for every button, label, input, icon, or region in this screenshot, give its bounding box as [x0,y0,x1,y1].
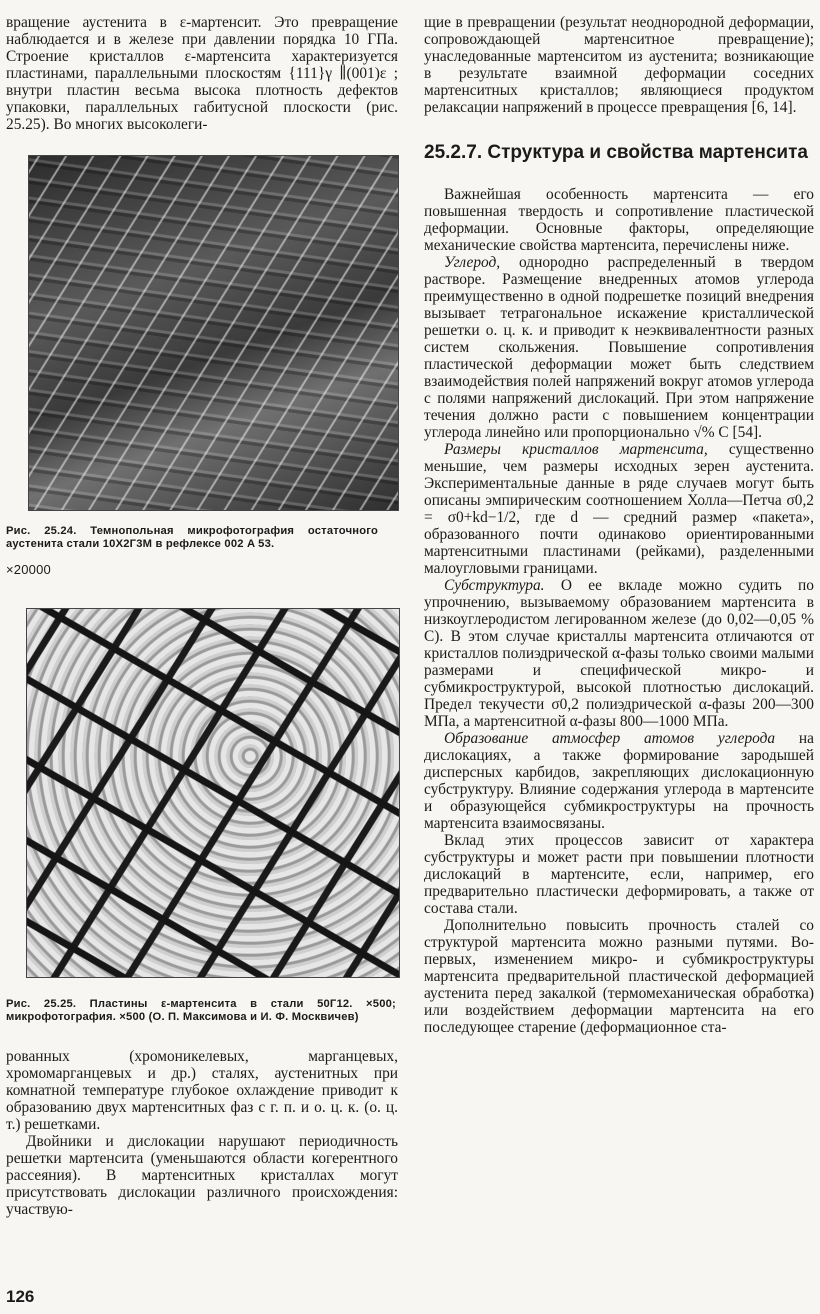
crystal-size-term: Размеры кристаллов мартенсита, [444,441,708,458]
atmospheres-term: Образование атмосфер атомов углерода [444,730,776,747]
figure-25-25-caption: Рис. 25.25. Пластины ε-мартенсита в стали 50Г12. ×500; микрофотография. ×500 (О. П. Максимова и И. Ф. Москвичев) [6,998,396,1023]
substructure-text: О ее вкладе можно судить по упрочнению, вызываемому образованием мартенсита в низкоуглеродистом легированном железе (до 0,02—0,05 % С). В этом случае кристаллы мартенсита отличаются от кристаллов полиэдрической α-фазы только своими малыми размерами и специфической микро- и субмикроструктурой, высокой плотностью дислокаций. Предел текучести σ0,2 полиэдрической α-фазы 200—300 МПа, а мартенситной α-фазы 800—1000 МПа. [424,577,814,730]
page-number: 126 [6,1287,35,1306]
crystal-size-paragraph [424,441,814,577]
left-top-paragraph: вращение аустенита в ε-мартенсит. Это превращение наблюдается и в железе при давлении порядка 10 ГПа. Строение кристаллов ε-мартенсита характеризуется пластинами, параллельными плоскостям {111}γ ∥(001)ε ; внутри пластин весьма высока плотность дефектов упаковки, параллельных габитусной плоскости (рис. 25.25). Во многих высоколеги- [6,14,398,133]
carbon-paragraph [424,254,814,441]
figure-25-24-magnification: ×20000 [6,562,51,577]
atmospheres-text: на дислокациях, а также формирование зародышей дисперсных карбидов, закрепляющих дислокационную субструктуру. Влияние содержания углерода в мартенсите и образующейся субмикроструктуры на прочность мартенсита взаимосвязаны. [424,730,815,832]
left-bottom-paragraph-1: рованных (хромоникелевых, марганцевых, хромомарганцевых и др.) сталях, аустенитных при комнатной температуре глубокое охлаждение приводит к образованию двух мартенситных фаз с г. п. и о. ц. к. (о. ц. т.) решетками. [6,1048,398,1133]
section-heading: 25.2.7. Структура и свойства мартенсита [424,142,808,163]
carbon-term: Углерод, [444,254,501,271]
figure-25-24-micrograph [28,155,399,511]
right-column [424,14,814,1036]
substructure-paragraph [424,577,814,730]
contribution-paragraph: Вклад этих процессов зависит от характера субструктуры и может расти при повышении плотности дислокаций в мартенсите, если, например, его предварительно пластически деформировать, а также от состава стали. [424,832,814,917]
left-bottom-paragraph-2: Двойники и дислокации нарушают периодичность решетки мартенсита (уменьшаются области когерентного рассеяния). В мартенситных кристаллах могут присутствовать дислокации различного происхождения: участвую- [6,1133,398,1218]
strength-increase-paragraph: Дополнительно повысить прочность сталей со структурой мартенсита можно разными путями. Во-первых, изменением микро- и субмикроструктуры мартенсита предварительной пластической деформацией аустенита перед закалкой (термомеханическая обработка) или воздействием деформации мартенсита на его последующее старение (деформационное ста- [424,917,814,1036]
crystal-size-text: существенно меньшие, чем размеры исходных зерен аустенита. Экспериментальные данные в ряде случаев могут быть описаны эмпирическим соотношением Холла—Петча σ0,2 = σ0+kd−1/2, где d — средний размер «пакета», образованного почти одинаково ориентированными мартенситными пластинами (рейками), разделенными малоугловыми границами. [424,441,814,577]
figure-25-24-caption: Рис. 25.24. Темнопольная микрофотография остаточного аустенита стали 10Х2Г3М в рефлексе 002 A 53. [6,525,378,550]
left-column [6,14,398,1218]
figure-25-25-micrograph [26,608,400,978]
substructure-term: Субструктура. [444,577,545,594]
right-top-paragraph: щие в превращении (результат неоднородной деформации, сопровождающей мартенситное превращение); унаследованные мартенситом из аустенита; возникающие в результате взаимной деформации соседних мартенситных кристаллов; являющиеся продуктом релаксации напряжений в процессе превращения [6, 14]. [424,14,814,116]
intro-paragraph: Важнейшая особенность мартенсита — его повышенная твердость и сопротивление пластической деформации. Основные факторы, определяющие механические свойства мартенсита, перечислены ниже. [424,186,814,254]
atmospheres-paragraph [424,730,814,832]
carbon-text: однородно распределенный в твердом растворе. Размещение внедренных атомов углерода преимущественно в одной подрешетке позиций внедрения вызывает тетрагональное искажение кристаллической решетки о. ц. к. и приводит к неэквивалентности разных систем скольжения. Повышение сопротивления пластической деформации может быть следствием взаимодействия полей напряжений вокруг атомов углерода с полями напряжений дислокаций. При этом напряжение течения должно расти с повышением концентрации углерода линейно или пропорционально √% С [54]. [424,254,814,441]
